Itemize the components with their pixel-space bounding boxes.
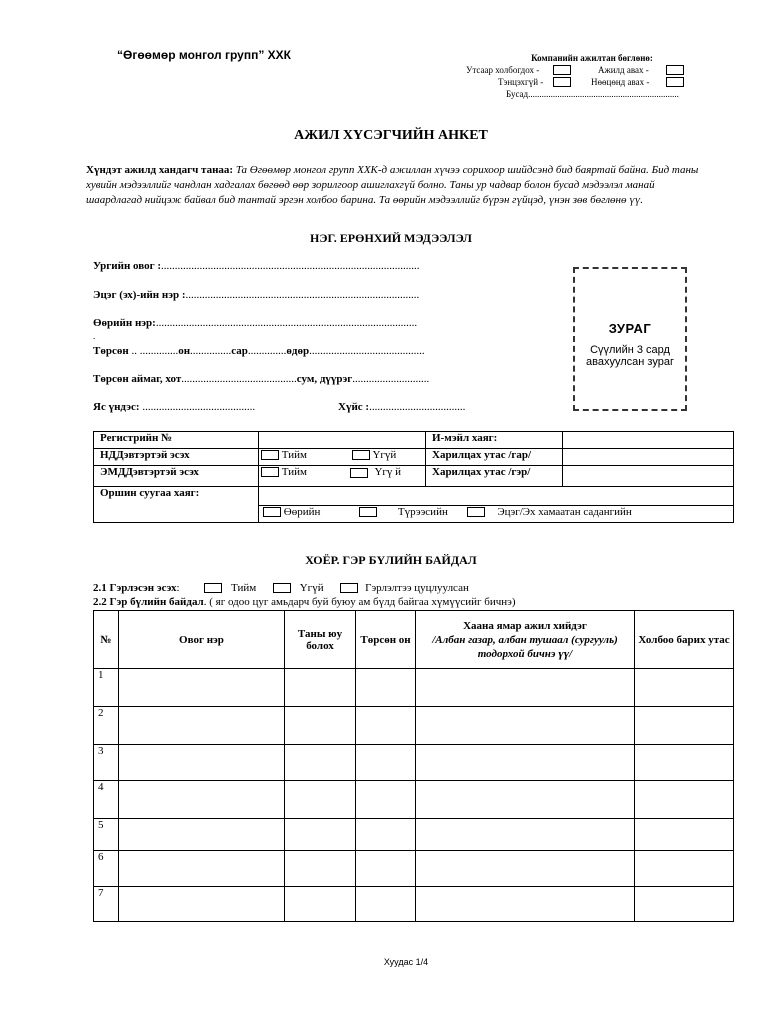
phone-mobile-input[interactable]	[563, 449, 734, 466]
emd-no-label: Үгү й	[374, 466, 402, 478]
email-label: И-мэйл хаяг:	[426, 432, 563, 449]
born-cell[interactable]	[356, 745, 416, 781]
col-name-header: Овог нэр	[119, 611, 285, 669]
staff-hire-checkbox[interactable]	[666, 65, 684, 75]
intro-paragraph	[86, 163, 700, 208]
address-own-checkbox[interactable]	[263, 507, 281, 517]
relation-cell[interactable]	[285, 887, 356, 922]
relation-cell[interactable]	[285, 781, 356, 819]
table-row	[94, 887, 734, 922]
row-number: 5	[94, 819, 119, 851]
marital-status	[93, 582, 469, 594]
company-name: “Өгөөмөр монгол групп” ХХК	[117, 48, 291, 62]
job-cell[interactable]	[416, 669, 635, 707]
born-dots-4: ..........................................	[309, 345, 425, 357]
register-input[interactable]	[259, 432, 426, 449]
emd-yes-label: Тийм	[281, 466, 307, 478]
table-row	[94, 781, 734, 819]
table-row	[94, 745, 734, 781]
staff-box	[466, 52, 698, 100]
ndd-options	[259, 449, 426, 466]
address-rent-checkbox[interactable]	[359, 507, 377, 517]
staff-reject-checkbox[interactable]	[553, 77, 571, 87]
address-own-label: Өөрийн	[283, 506, 321, 518]
row-number: 7	[94, 887, 119, 922]
col-job-note: /Албан газар, албан тушаал (сургууль) тодорхой бичнэ үү/	[432, 633, 618, 660]
photo-caption: Сүүлийн 3 сард авахуулсан зураг	[586, 344, 674, 368]
born-label: Төрсөн	[93, 345, 129, 357]
born-cell[interactable]	[356, 781, 416, 819]
relation-cell[interactable]	[285, 819, 356, 851]
month-label: сар	[231, 345, 248, 357]
ndd-yes-checkbox[interactable]	[261, 450, 279, 460]
intro-lead: Хүндэт ажилд хандагч танаа:	[86, 164, 234, 176]
col-relation-header: Таны юу болох	[285, 611, 356, 669]
section1-heading: НЭГ. ЕРӨНХИЙ МЭДЭЭЛЭЛ	[310, 231, 472, 245]
emd-no-checkbox[interactable]	[350, 468, 368, 478]
sex-dots: ...................................	[369, 401, 466, 413]
row-number: 6	[94, 851, 119, 887]
marital-divorced-label: Гэрлэлтээ цуцлуулсан	[365, 582, 469, 594]
address-relatives-checkbox[interactable]	[467, 507, 485, 517]
ndd-no-label: Үгүй	[372, 449, 397, 461]
table-row	[94, 707, 734, 745]
col-job-header	[416, 611, 635, 669]
ethnicity-field[interactable]	[93, 401, 255, 413]
own-name-dot: .	[93, 331, 96, 341]
ethnicity-label: Яс үндэс:	[93, 401, 140, 413]
job-cell[interactable]	[416, 745, 635, 781]
born-cell[interactable]	[356, 851, 416, 887]
row-number: 1	[94, 669, 119, 707]
staff-reserve-checkbox[interactable]	[666, 77, 684, 87]
emd-label: ЭМДДэвтэртэй эсэх	[94, 466, 259, 487]
clan-name-field[interactable]	[93, 260, 420, 272]
job-cell[interactable]	[416, 887, 635, 922]
sex-label: Хүйс :	[338, 401, 370, 413]
table-row	[94, 819, 734, 851]
father-name-label: Эцэг (эх)-ийн нэр :	[93, 289, 186, 301]
phone-cell[interactable]	[635, 745, 734, 781]
job-cell[interactable]	[416, 707, 635, 745]
address-input[interactable]	[259, 487, 734, 506]
ndd-yes-label: Тийм	[281, 449, 307, 461]
emd-yes-checkbox[interactable]	[261, 467, 279, 477]
father-name-field[interactable]	[93, 289, 419, 301]
birthplace-field[interactable]	[93, 373, 429, 385]
col-phone-header: Холбоо барих утас	[635, 611, 734, 669]
birth-date-field[interactable]	[93, 345, 425, 357]
page-title: АЖИЛ ХҮСЭГЧИЙН АНКЕТ	[294, 128, 488, 143]
phone-mobile-label: Харилцах утас /гар/	[426, 449, 563, 466]
clan-name-label: Ургийн овог :	[93, 260, 162, 272]
born-dots-2: ...............	[190, 345, 232, 357]
photo-box[interactable]	[573, 267, 687, 411]
name-cell[interactable]	[119, 887, 285, 922]
relation-cell[interactable]	[285, 669, 356, 707]
address-label: Оршин суугаа хаяг:	[94, 487, 259, 523]
phone-cell[interactable]	[635, 781, 734, 819]
address-type-options	[259, 506, 734, 523]
marital-colon: :	[176, 582, 180, 594]
staff-contact-label: Утсаар холбогдох -	[466, 65, 540, 75]
clan-name-dots: ..............................................................................................	[161, 260, 420, 272]
name-cell[interactable]	[119, 851, 285, 887]
intro-text: Та Өгөөмөр монгол групп ХХК-д ажиллан хүчээ сорихоор шийдсэнд бид баяртай байна. Бид таны хувийн мэдээллийг чандлан хадгалах бөгөөд өөр зорилгоор ашиглахгүй болно. Таны ур чадвар болон бусад мэдээлэл манай шаардлагад нийцэж байвал бид тантай эргэн холбоо барина. Та өөрийн мэдээллийг бүрэн гүйцэд, үнэн зөв бөглөнө үү.	[86, 164, 699, 206]
marital-label: 2.1 Гэрлэсэн эсэх	[93, 582, 177, 594]
aimag-label: Төрсөн аймаг, хот	[93, 373, 182, 385]
job-cell[interactable]	[416, 851, 635, 887]
address-rent-label: Түрээсийн	[397, 506, 448, 518]
own-name-label: Өөрийн нэр:	[93, 317, 156, 329]
table-row	[94, 851, 734, 887]
name-cell[interactable]	[119, 745, 285, 781]
phone-home-label: Харилцах утас /гэр/	[426, 466, 563, 487]
page-number: Хуудас 1/4	[383, 957, 429, 967]
staff-reserve-label: Нөөцөнд авах -	[591, 77, 650, 87]
day-label: өдөр	[286, 345, 310, 357]
ndd-label: НДДэвтэртэй эсэх	[94, 449, 259, 466]
family-intro	[93, 596, 516, 608]
family-table	[93, 610, 734, 922]
phone-home-input[interactable]	[563, 466, 734, 487]
marital-yes-checkbox[interactable]	[204, 583, 222, 593]
phone-cell[interactable]	[635, 669, 734, 707]
info-table	[93, 431, 734, 523]
phone-cell[interactable]	[635, 887, 734, 922]
col-no-header: №	[94, 611, 119, 669]
address-relatives-label: Эцэг/Эх хамаатан садангийн	[497, 506, 632, 518]
marital-no-label: Үгүй	[299, 582, 324, 594]
born-cell[interactable]	[356, 707, 416, 745]
ethnicity-dots: .........................................	[139, 401, 256, 413]
born-dots-1: .. ..............	[128, 345, 179, 357]
emd-options	[259, 466, 426, 487]
row-number: 3	[94, 745, 119, 781]
name-cell[interactable]	[119, 669, 285, 707]
table-row	[94, 669, 734, 707]
col-born-header: Төрсөн он	[356, 611, 416, 669]
email-input[interactable]	[563, 432, 734, 449]
register-label: Регистрийн №	[94, 432, 259, 449]
job-cell[interactable]	[416, 819, 635, 851]
aimag-dots: ..........................................	[181, 373, 297, 385]
section2-heading: ХОЁР. ГЭР БҮЛИЙН БАЙДАЛ	[305, 553, 477, 567]
own-name-dots: ...............................................................................................	[155, 317, 418, 329]
sum-dots: ............................	[352, 373, 430, 385]
staff-hire-label: Ажилд авах -	[598, 65, 649, 75]
year-label: он	[178, 345, 191, 357]
born-dots-3: ..............	[247, 345, 287, 357]
phone-cell[interactable]	[635, 707, 734, 745]
ndd-no-checkbox[interactable]	[352, 450, 370, 460]
father-name-dots: .....................................................................................	[185, 289, 420, 301]
staff-reject-label: Тэнцэхгүй -	[498, 77, 544, 87]
staff-other: Бусад...................................................................	[506, 89, 679, 99]
photo-title: ЗУРАГ	[608, 321, 652, 336]
job-cell[interactable]	[416, 781, 635, 819]
family-note: . ( яг одоо цуг амьдарч буй буюу ам бүлд байгаа хүмүүсийг бичнэ)	[203, 596, 516, 608]
name-cell[interactable]	[119, 781, 285, 819]
phone-cell[interactable]	[635, 851, 734, 887]
col-job-title: Хаана ямар ажил хийдэг	[463, 619, 587, 632]
staff-box-title: Компанийн ажилтан бөглөнө:	[531, 53, 653, 63]
relation-cell[interactable]	[285, 745, 356, 781]
row-number: 2	[94, 707, 119, 745]
own-name-field[interactable]	[93, 317, 417, 329]
born-cell[interactable]	[356, 887, 416, 922]
family-label: 2.2 Гэр бүлийн байдал	[93, 596, 204, 608]
staff-contact-checkbox[interactable]	[553, 65, 571, 75]
sum-label: сум, дүүрэг	[296, 373, 353, 385]
born-cell[interactable]	[356, 819, 416, 851]
marital-yes-label: Тийм	[231, 582, 257, 594]
phone-cell[interactable]	[635, 819, 734, 851]
relation-cell[interactable]	[285, 707, 356, 745]
marital-divorced-checkbox[interactable]	[340, 583, 358, 593]
name-cell[interactable]	[119, 707, 285, 745]
relation-cell[interactable]	[285, 851, 356, 887]
sex-field[interactable]	[338, 401, 465, 413]
row-number: 4	[94, 781, 119, 819]
name-cell[interactable]	[119, 819, 285, 851]
born-cell[interactable]	[356, 669, 416, 707]
marital-no-checkbox[interactable]	[273, 583, 291, 593]
